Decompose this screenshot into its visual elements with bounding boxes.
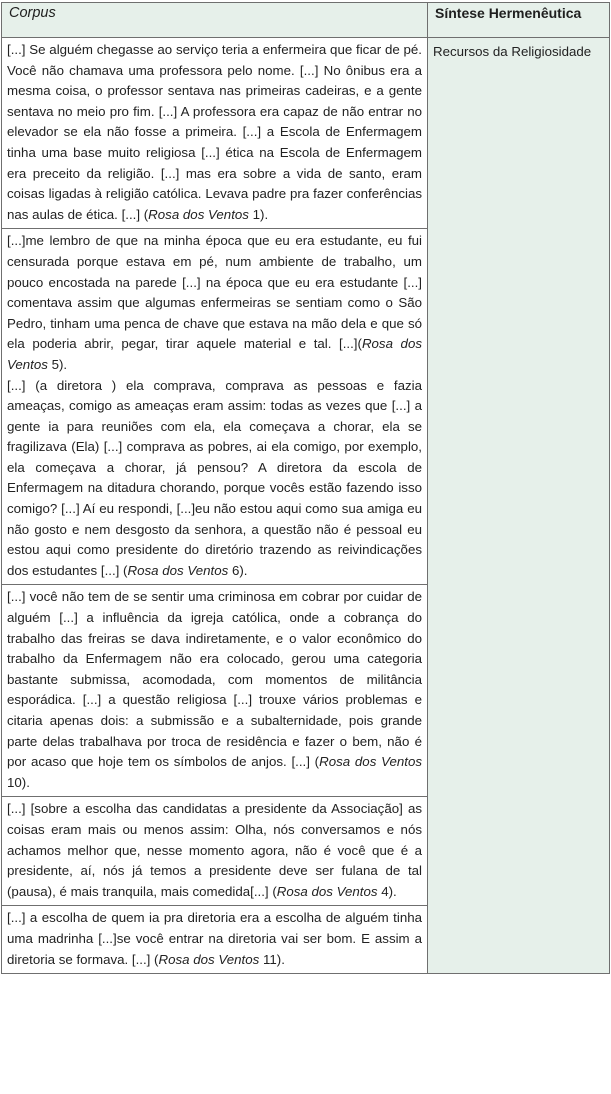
quote-text: [...]me lembro de que na minha época que eu era estudante, eu fui censurada porque estava em pé, num ambiente de trabalho, um pouco encostada na parede [...] na época que eu era estudante [...] comentava assim que algumas enfermeiras se sentiam como o São Pedro, tinham uma penca de chave que estava na mão dela e que só ela poderia abrir, pegar, tirar aquele material e tal. [...]( bbox=[7, 233, 422, 352]
quote-text: [...] [sobre a escolha das candidatas a presidente da Associação] as coisas eram mais ou menos assim: Olha, nós conversamos e nós achamos melhor que, nesse momento agora, não é você que é a presidente, aí, nós já temos a presidente deve ser fulana de tal (pausa), é mais tranquila, mais comedida[...] ( bbox=[7, 801, 422, 899]
quote-source: Rosa dos Ventos bbox=[7, 336, 422, 372]
corpus-table bbox=[1, 2, 610, 974]
quote-paragraph bbox=[7, 40, 422, 225]
corpus-cell bbox=[2, 38, 428, 229]
quote-source-number: 4). bbox=[377, 883, 397, 899]
quote-source-number: 10). bbox=[7, 774, 30, 790]
quote-source-number: 6). bbox=[228, 562, 248, 578]
quote-text: [...] a escolha de quem ia pra diretoria era a escolha de alguém tinha uma madrinha [...]se você entrar na diretoria vai ser bom. E assim a diretoria se formava. [...] ( bbox=[7, 910, 422, 967]
quote-paragraph bbox=[7, 231, 422, 375]
corpus-cell bbox=[2, 906, 428, 974]
quote-source: Rosa dos Ventos bbox=[319, 754, 422, 770]
corpus-cell bbox=[2, 797, 428, 906]
quote-paragraph bbox=[7, 908, 422, 970]
quote-paragraph bbox=[7, 376, 422, 582]
quote-source-number: 11). bbox=[259, 951, 285, 967]
header-row bbox=[2, 3, 610, 38]
quote-source-number: 5). bbox=[47, 356, 68, 372]
quote-source: Rosa dos Ventos bbox=[148, 206, 249, 222]
quote-source-number: 1). bbox=[248, 206, 269, 222]
corpus-cell bbox=[2, 585, 428, 797]
quote-source: Rosa dos Ventos bbox=[276, 883, 378, 899]
sintese-cell: Recursos da Religiosidade bbox=[428, 38, 610, 974]
quote-text: [...] (a diretora ) ela comprava, comprava as pessoas e fazia ameaças, comigo as ameaças eram assim: todas as vezes que [...] a gente ia para reuniões com ela, ela começava a chorar, ela se fragilizava (Ela) [...] comprava as pobres, ai ela comigo, por exemplo, ela começava a chorar, já pensou? A diretora da escola de Enfermagem na ditadura chorando, porque vocês estão fazendo isso comigo? [...] Aí eu respondi, [...]eu não estou aqui como sua amiga eu não gosto e nem desgosto da senhora, a questão não é pessoal eu estou aqui como presidente do diretório trazendo as reivindicações dos estudantes [...] ( bbox=[7, 377, 422, 578]
header-sintese: Síntese Hermenêutica bbox=[428, 3, 610, 38]
header-corpus: Corpus bbox=[2, 3, 428, 38]
quote-text: [...] Se alguém chegasse ao serviço teria a enfermeira que ficar de pé. Você não chamava uma professora pelo nome. [...] No ônibus era a mesma coisa, o professor sentava nas primeiras cadeiras, e a gente sentava no meio pro fim. [...] A professora era capaz de não entrar no elevador se ela não fosse a primeira. [...] a Escola de Enfermagem tinha uma base muito religiosa [...] ética na Escola de Enfermagem era preceito da religião. [...] mas era sobre a vida de santo, eram coisas ligadas à religião católica. Levava padre pra fazer conferências nas aulas de ética. [...] ( bbox=[7, 42, 422, 222]
quote-paragraph bbox=[7, 587, 422, 793]
table-row bbox=[2, 38, 610, 229]
corpus-cell bbox=[2, 229, 428, 585]
quote-paragraph bbox=[7, 799, 422, 902]
quote-source: Rosa dos Ventos bbox=[127, 562, 229, 578]
quote-source: Rosa dos Ventos bbox=[158, 951, 260, 967]
quote-text: [...] você não tem de se sentir uma criminosa em cobrar por cuidar de alguém [...] a influência da igreja católica, onde a cobrança do trabalho das freiras se dava indiretamente, e o valor econômico do trabalho da Enfermagem não era colocado, gerou uma categoria bastante submissa, acomodada, com momentos de militância esporádica. [...] a questão religiosa [...] trouxe vários problemas e citaria apenas dois: a submissão e a subalternidade, pois grande parte delas trabalhava por troca de residência e fazer o bem, não é por acaso que hoje tem os símbolos de anjos. [...] ( bbox=[7, 589, 422, 770]
